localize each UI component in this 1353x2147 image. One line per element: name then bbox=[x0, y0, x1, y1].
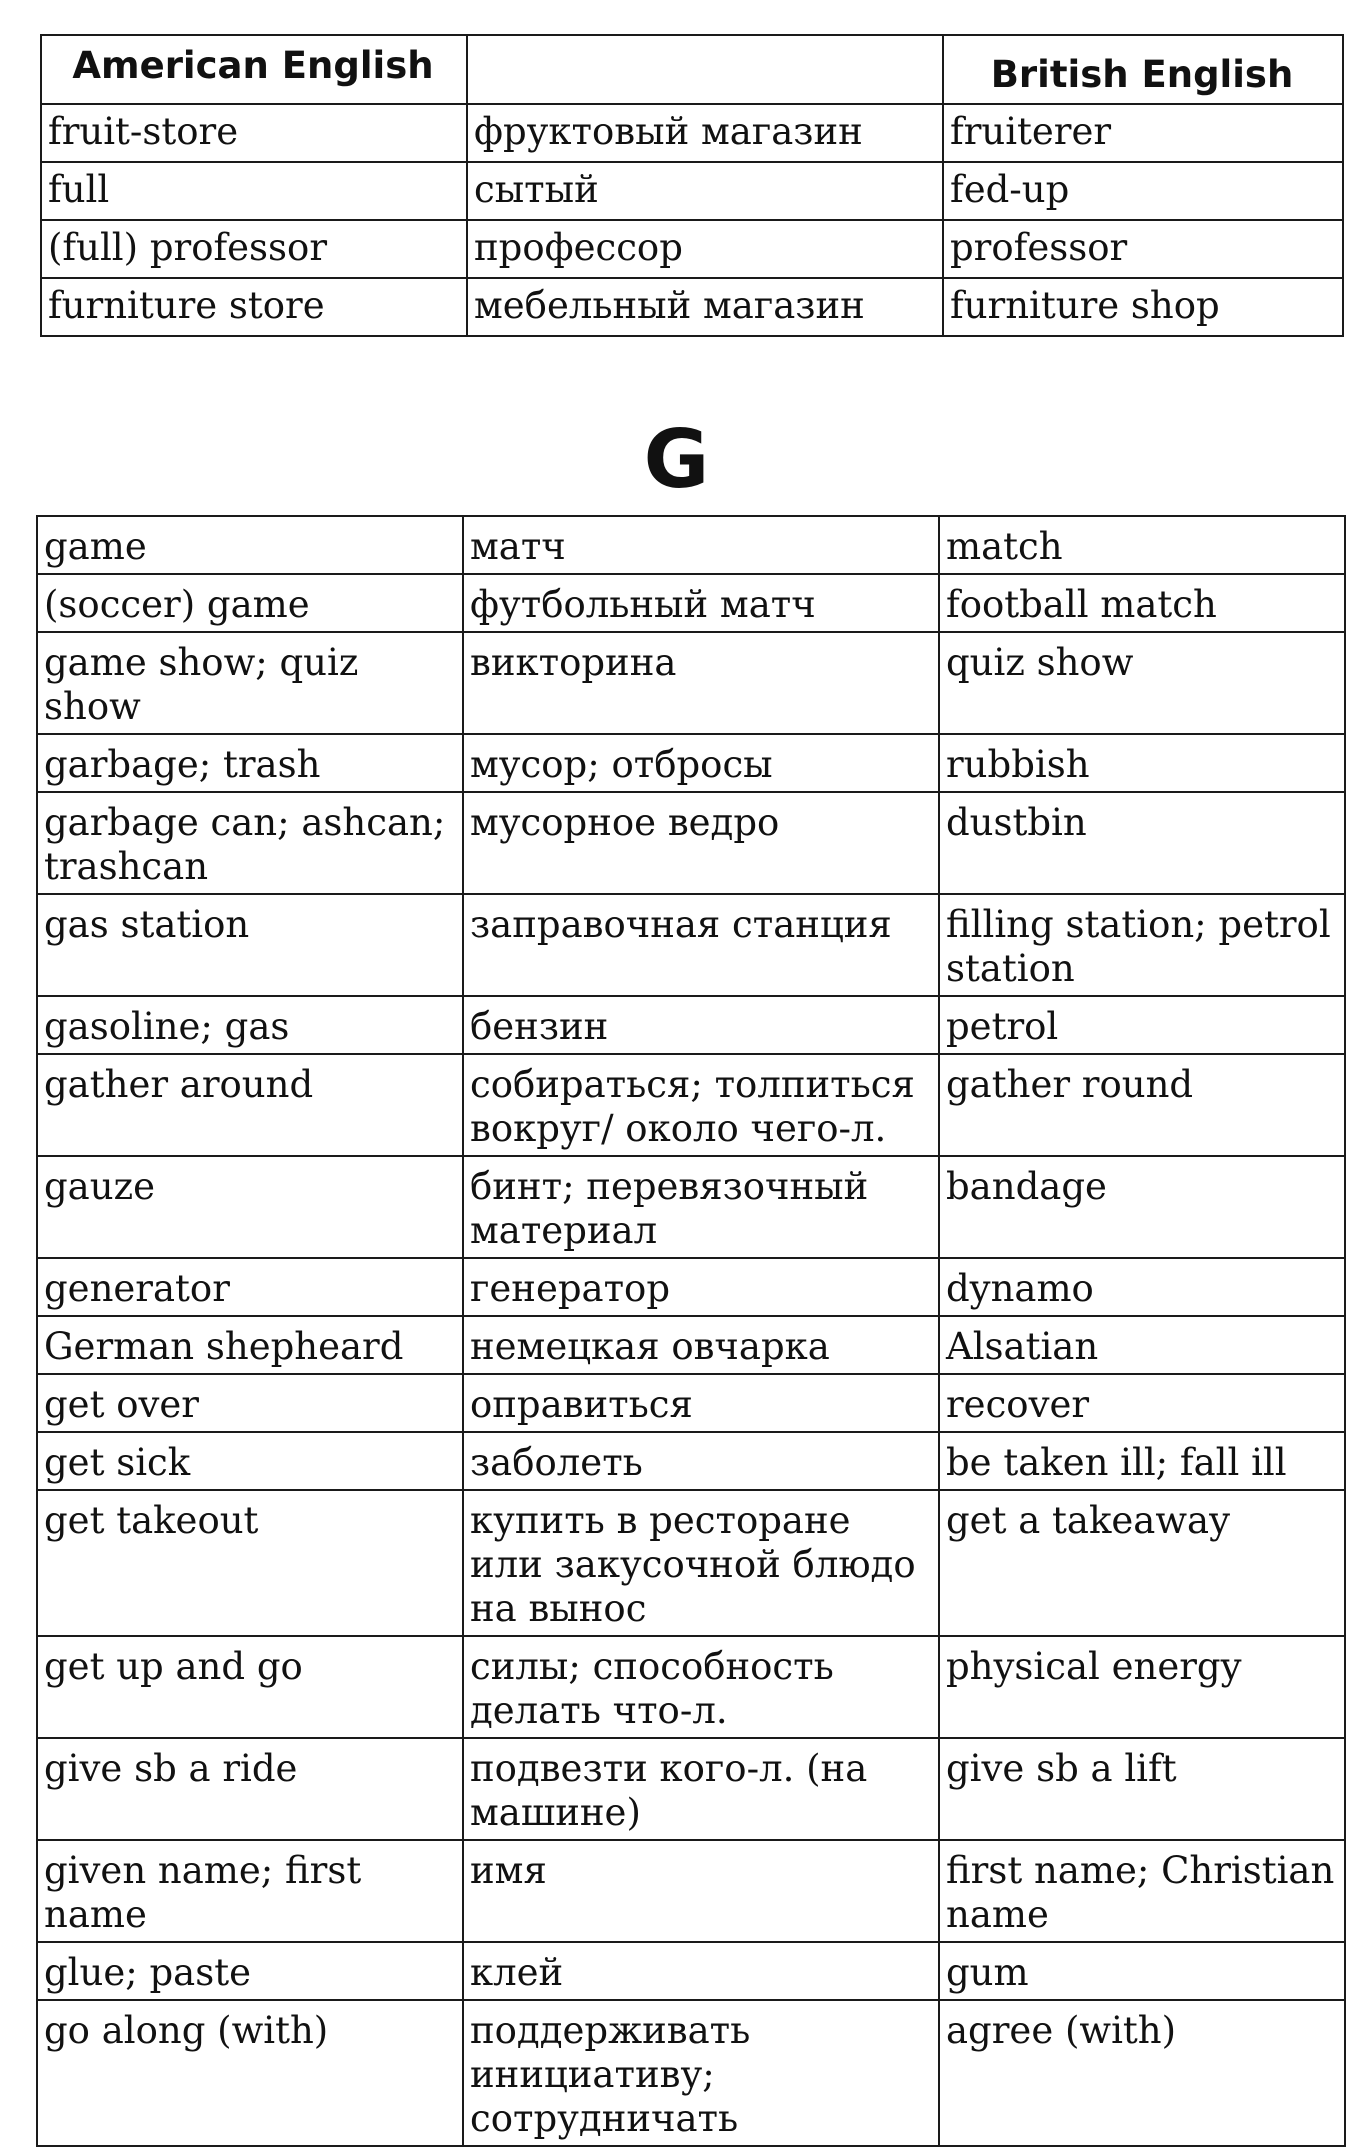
table-row bbox=[37, 1840, 1345, 1942]
russian-translation: генератор bbox=[463, 1258, 939, 1316]
table-row bbox=[41, 162, 1343, 220]
russian-translation: купить в ресторане или закусочной блюдо на вынос bbox=[463, 1490, 939, 1636]
american-term: give sb a ride bbox=[37, 1738, 463, 1840]
russian-translation: поддерживать инициативу; сотрудничать bbox=[463, 2000, 939, 2146]
american-term: glue; paste bbox=[37, 1942, 463, 2000]
british-term: professor bbox=[943, 220, 1343, 278]
table-row bbox=[37, 1636, 1345, 1738]
american-term: generator bbox=[37, 1258, 463, 1316]
american-term: game show; quiz show bbox=[37, 632, 463, 734]
british-term: gather round bbox=[939, 1054, 1345, 1156]
american-term: given name; first name bbox=[37, 1840, 463, 1942]
american-term: full bbox=[41, 162, 467, 220]
russian-translation: имя bbox=[463, 1840, 939, 1942]
british-term: filling station; petrol station bbox=[939, 894, 1345, 996]
russian-translation: подвезти кого-л. (на машине) bbox=[463, 1738, 939, 1840]
table-row bbox=[41, 220, 1343, 278]
american-term: go along (with) bbox=[37, 2000, 463, 2146]
british-term: gum bbox=[939, 1942, 1345, 2000]
table-row bbox=[37, 516, 1345, 574]
british-term: fruiterer bbox=[943, 104, 1343, 162]
british-term: agree (with) bbox=[939, 2000, 1345, 2146]
table-row bbox=[37, 1490, 1345, 1636]
russian-translation: оправиться bbox=[463, 1374, 939, 1432]
russian-translation: собираться; толпиться вокруг/ около чего-л. bbox=[463, 1054, 939, 1156]
american-term: get over bbox=[37, 1374, 463, 1432]
british-term: quiz show bbox=[939, 632, 1345, 734]
british-term: first name; Christian name bbox=[939, 1840, 1345, 1942]
header-russian bbox=[467, 35, 943, 104]
british-term: match bbox=[939, 516, 1345, 574]
table-row bbox=[37, 1374, 1345, 1432]
russian-translation: мусорное ведро bbox=[463, 792, 939, 894]
table-row bbox=[37, 632, 1345, 734]
american-term: get up and go bbox=[37, 1636, 463, 1738]
american-term: gasoline; gas bbox=[37, 996, 463, 1054]
british-term: Alsatian bbox=[939, 1316, 1345, 1374]
russian-translation: бензин bbox=[463, 996, 939, 1054]
table-row bbox=[37, 996, 1345, 1054]
header-american-english: American English bbox=[41, 35, 467, 104]
vocabulary-table-f bbox=[40, 34, 1344, 337]
russian-translation: немецкая овчарка bbox=[463, 1316, 939, 1374]
table-row bbox=[41, 104, 1343, 162]
british-term: get a takeaway bbox=[939, 1490, 1345, 1636]
british-term: furniture shop bbox=[943, 278, 1343, 336]
american-term: furniture store bbox=[41, 278, 467, 336]
table-row bbox=[37, 1156, 1345, 1258]
british-term: recover bbox=[939, 1374, 1345, 1432]
table-header-row bbox=[41, 35, 1343, 104]
russian-translation: бинт; перевязочный материал bbox=[463, 1156, 939, 1258]
american-term: fruit-store bbox=[41, 104, 467, 162]
british-term: dustbin bbox=[939, 792, 1345, 894]
table-row bbox=[37, 1432, 1345, 1490]
american-term: get takeout bbox=[37, 1490, 463, 1636]
table-row bbox=[37, 894, 1345, 996]
american-term: game bbox=[37, 516, 463, 574]
russian-translation: силы; способность делать что-л. bbox=[463, 1636, 939, 1738]
table-row bbox=[37, 2000, 1345, 2146]
russian-translation: футбольный матч bbox=[463, 574, 939, 632]
table-row bbox=[37, 1054, 1345, 1156]
russian-translation: викторина bbox=[463, 632, 939, 734]
table-row bbox=[41, 278, 1343, 336]
header-british-english: British English bbox=[943, 35, 1343, 104]
british-term: fed-up bbox=[943, 162, 1343, 220]
american-term: (full) professor bbox=[41, 220, 467, 278]
british-term: give sb a lift bbox=[939, 1738, 1345, 1840]
section-letter-heading: G bbox=[643, 413, 710, 506]
british-term: dynamo bbox=[939, 1258, 1345, 1316]
russian-translation: фруктовый магазин bbox=[467, 104, 943, 162]
american-term: garbage can; ashcan; trashcan bbox=[37, 792, 463, 894]
american-term: gas station bbox=[37, 894, 463, 996]
russian-translation: мусор; отбросы bbox=[463, 734, 939, 792]
table-row bbox=[37, 574, 1345, 632]
table-row bbox=[37, 1258, 1345, 1316]
table-row bbox=[37, 792, 1345, 894]
russian-translation: заболеть bbox=[463, 1432, 939, 1490]
table-row bbox=[37, 1942, 1345, 2000]
russian-translation: клей bbox=[463, 1942, 939, 2000]
table-row bbox=[37, 734, 1345, 792]
russian-translation: заправочная станция bbox=[463, 894, 939, 996]
russian-translation: сытый bbox=[467, 162, 943, 220]
american-term: (soccer) game bbox=[37, 574, 463, 632]
russian-translation: мебельный магазин bbox=[467, 278, 943, 336]
british-term: bandage bbox=[939, 1156, 1345, 1258]
british-term: be taken ill; fall ill bbox=[939, 1432, 1345, 1490]
american-term: German shepheard bbox=[37, 1316, 463, 1374]
table-row bbox=[37, 1738, 1345, 1840]
british-term: rubbish bbox=[939, 734, 1345, 792]
british-term: football match bbox=[939, 574, 1345, 632]
american-term: gather around bbox=[37, 1054, 463, 1156]
vocabulary-table-g bbox=[36, 515, 1346, 2147]
table-row bbox=[37, 1316, 1345, 1374]
american-term: gauze bbox=[37, 1156, 463, 1258]
russian-translation: профессор bbox=[467, 220, 943, 278]
american-term: get sick bbox=[37, 1432, 463, 1490]
british-term: physical energy bbox=[939, 1636, 1345, 1738]
american-term: garbage; trash bbox=[37, 734, 463, 792]
british-term: petrol bbox=[939, 996, 1345, 1054]
russian-translation: матч bbox=[463, 516, 939, 574]
